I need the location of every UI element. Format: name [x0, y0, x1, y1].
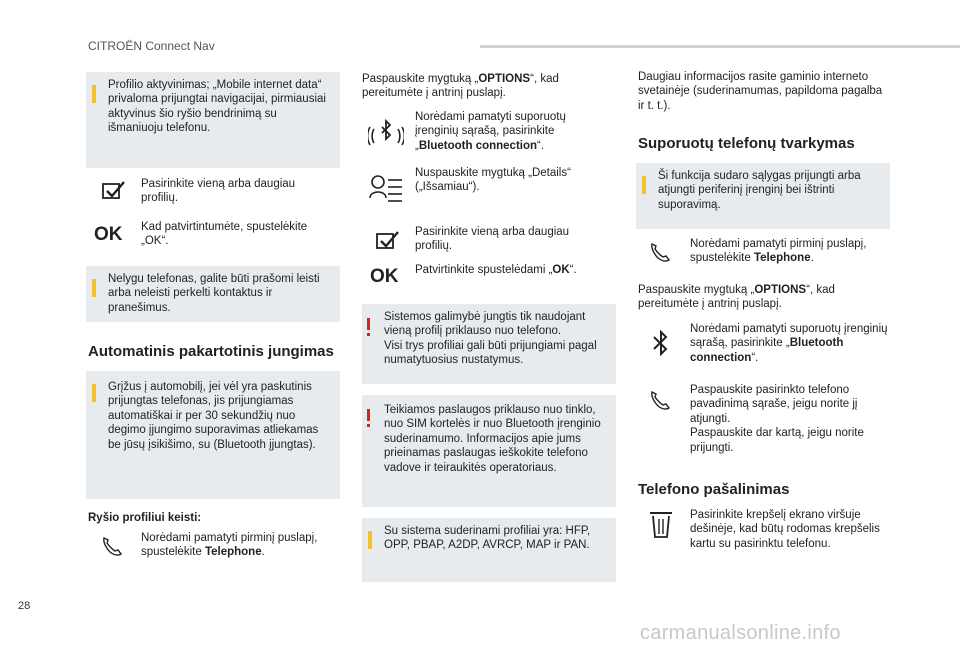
step-details: Nuspauskite mygtuką „Details“ („Išsamiau“). — [415, 167, 571, 194]
options-intro: Paspauskite mygtuką „OPTIONS“, kad pereitumėte į antrinį puslapį. — [362, 73, 559, 100]
watermark: carmanualsonline.info — [640, 622, 841, 644]
note-text: Profilio aktyvinimas; „Mobile internet data“ privaloma prijungtai navigacijai, pirmiausiai aktyvinus šio ryšio bendrinimą su išmaniuoju telefonu. — [108, 79, 326, 135]
header-divider — [480, 45, 960, 48]
checkbox-select-icon — [100, 180, 126, 202]
step-select-profiles: Pasirinkite vieną arba daugiau profilių. — [141, 178, 296, 205]
note-text: Nelygu telefonas, galite būti prašomi leisti arba neleisti perkelti kontaktus ir pranešimus. — [108, 273, 320, 314]
info-note-box — [86, 266, 340, 322]
section-heading: Automatinis pakartotinis jungimas — [88, 343, 334, 360]
step-confirm-ok: Kad patvirtintumėte, spustelėkite „OK“. — [141, 221, 308, 248]
bluetooth-wifi-icon — [368, 117, 404, 153]
options-paragraph: Paspauskite mygtuką „OPTIONS“, kad pereitumėte į antrinį puslapį. — [638, 284, 835, 311]
step-open-telephone: Norėdami pamatyti pirminį puslapį, spustelėkite Telephone. — [141, 532, 318, 559]
warning-marker-icon — [367, 409, 370, 421]
section-heading: Telefono pašalinimas — [638, 481, 790, 498]
ok-icon: OK — [370, 266, 399, 287]
phone-icon — [648, 388, 672, 412]
warning-note-box — [362, 304, 616, 384]
subheading: Ryšio profiliui keisti: — [88, 512, 202, 524]
step-select-profiles: Pasirinkite vieną arba daugiau profilių. — [415, 226, 570, 253]
step-bluetooth-connection: Norėdami pamatyti suporuotų įrenginių sąrašą, pasirinkite „Bluetooth connection“. — [690, 323, 888, 364]
step-delete-phone: Pasirinkite krepšelį ekrano viršuje dešinėje, kad būtų rodomas krepšelis kartu su pasirinktu telefonu. — [690, 509, 880, 550]
info-marker-icon — [92, 384, 96, 402]
note-text: Ši funkcija sudaro sąlygas prijungti arba atjungti periferinį įrenginį bei ištrinti suporavimą. — [658, 170, 861, 211]
warning-marker-icon — [367, 318, 370, 330]
step-confirm-ok: Patvirtinkite spustelėdami „OK“. — [415, 264, 577, 276]
info-marker-icon — [92, 85, 96, 103]
bluetooth-icon — [650, 328, 672, 360]
details-icon — [368, 172, 404, 206]
page-number: 28 — [18, 600, 31, 612]
info-marker-icon — [642, 176, 646, 194]
step-toggle-connection: Paspauskite pasirinkto telefono pavadinimą sąraše, jeigu norite jį atjungti. Paspauskite dar kartą, jeigu norite prijungti. — [690, 384, 864, 454]
note-text: Grįžus į automobilį, jei vėl yra paskutinis prijungtas telefonas, jis prijungiamas automatiškai ir per 30 sekundžių nuo degimo įjungimo suporavimas atliekamas be jūsų įsikišimo, su (Bluetooth įjungtas). — [108, 381, 319, 451]
info-marker-icon — [368, 531, 372, 549]
header-title: CITROËN Connect Nav — [88, 39, 215, 53]
warning-text: Teikiamos paslaugos priklauso nuo tinklo, nuo SIM kortelės ir nuo Bluetooth įrenginio suderinamumo. Informacijos apie jums prieinamas paslaugas ieškokite telefono vadove ir teiraukitės operatoriaus. — [384, 404, 601, 474]
info-note-box — [636, 163, 890, 229]
warning-note-box — [362, 395, 616, 507]
info-note-box — [362, 518, 616, 582]
intro-text: Daugiau informacijos rasite gaminio interneto svetainėje (suderinamumas, papildoma pagalba ir t. t.). — [638, 71, 883, 112]
note-text: Su sistema suderinami profiliai yra: HFP, OPP, PBAP, A2DP, AVRCP, MAP ir PAN. — [384, 525, 591, 552]
step-open-telephone: Norėdami pamatyti pirminį puslapį, spustelėkite Telephone. — [690, 238, 867, 265]
step-bluetooth-connection: Norėdami pamatyti suporuotų įrenginių sąrašą, pasirinkite „Bluetooth connection“. — [415, 111, 566, 152]
phone-icon — [100, 534, 124, 558]
warning-text: Sistemos galimybė jungtis tik naudojant vieną profilį priklauso nuo telefono. Visi trys profiliai gali būti prijungiami pagal numatytuosius nustatymus. — [384, 311, 597, 367]
section-heading: Suporuotų telefonų tvarkymas — [638, 135, 855, 152]
info-marker-icon — [92, 279, 96, 297]
info-note-box — [86, 371, 340, 499]
checkbox-select-icon — [374, 230, 400, 252]
trash-icon — [648, 510, 674, 540]
phone-icon — [648, 240, 672, 264]
ok-icon: OK — [94, 224, 123, 245]
info-note-box — [86, 72, 340, 168]
